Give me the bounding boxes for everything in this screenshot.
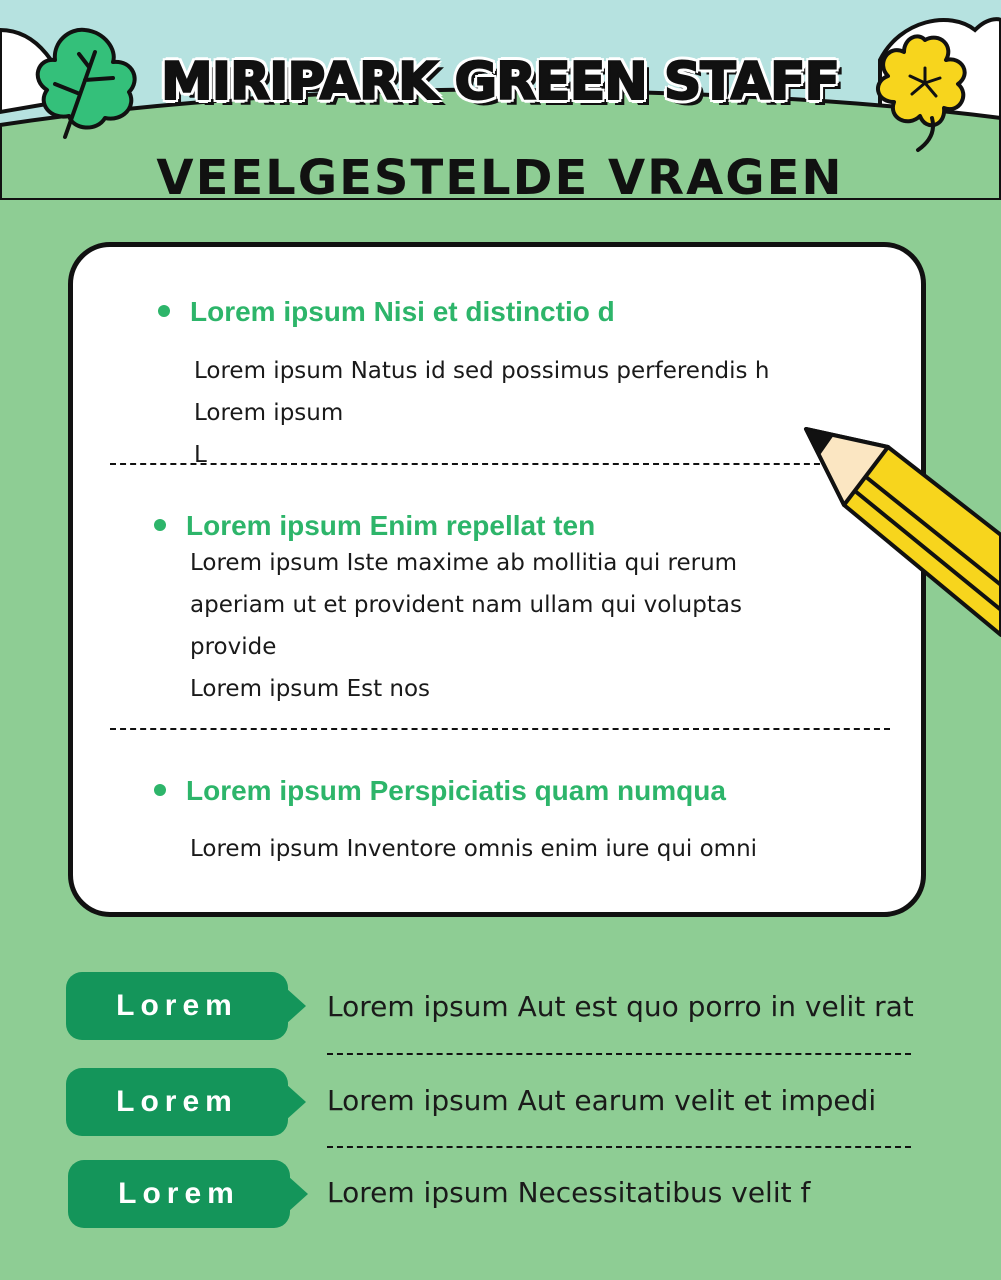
pencil-icon: [800, 425, 1001, 640]
faq-answer-3: Lorem ipsum Inventore omnis enim iure qui omni: [190, 836, 758, 862]
faq-question-2: Lorem ipsum Enim repellat ten: [154, 510, 595, 542]
bullet-icon: [154, 519, 166, 531]
divider-2: [110, 728, 890, 730]
label-pill-2: Lorem: [66, 1068, 288, 1136]
row-text-3: Lorem ipsum Necessitatibus velit f: [327, 1176, 811, 1209]
faq-answer-2: Lorem ipsum Iste maxime ab mollitia qui rerum aperiam ut et provident nam ullam qui voluptas provide Lorem ipsum Est nos: [190, 550, 742, 702]
bullet-icon: [154, 784, 166, 796]
flower-icon: [870, 28, 980, 158]
divider-1: [110, 463, 830, 465]
faq-answer-1: Lorem ipsum Natus id sed possimus perferendis h Lorem ipsum L: [194, 358, 770, 468]
faq-question-3: Lorem ipsum Perspiciatis quam numqua: [154, 775, 726, 807]
row-text-2: Lorem ipsum Aut earum velit et impedi: [327, 1084, 877, 1117]
leaf-icon: [25, 22, 145, 142]
row-divider-2: [327, 1146, 911, 1148]
page-subtitle: VEELGESTELDE VRAGEN: [156, 150, 844, 206]
faq-question-1: Lorem ipsum Nisi et distinctio d: [158, 296, 615, 328]
bullet-icon: [158, 305, 170, 317]
label-pill-3: Lorem: [68, 1160, 290, 1228]
row-text-1: Lorem ipsum Aut est quo porro in velit rat: [327, 990, 914, 1023]
row-divider-1: [327, 1053, 911, 1055]
label-pill-1: Lorem: [66, 972, 288, 1040]
page-title: MIRIPARK GREEN STAFF: [160, 52, 840, 112]
